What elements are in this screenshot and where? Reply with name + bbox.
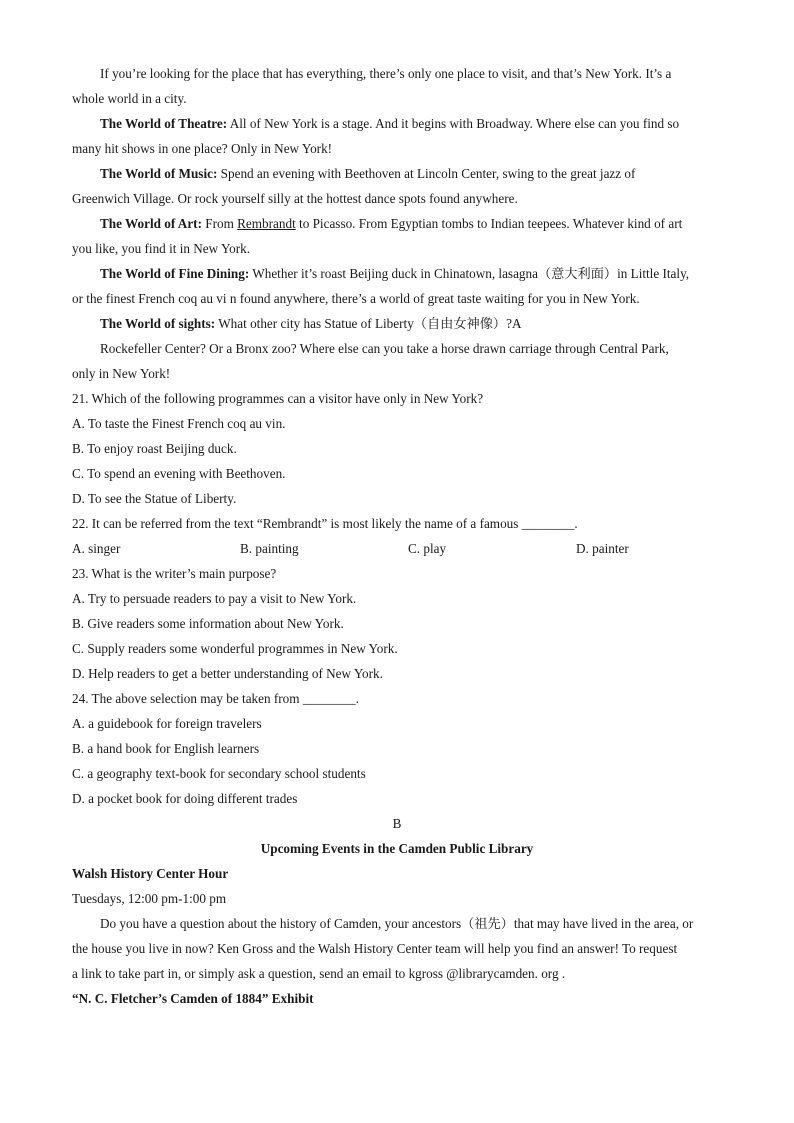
sights-paragraph-line-3: only in New York! xyxy=(72,366,171,381)
question-24-option-d: D. a pocket book for doing different trades xyxy=(72,791,298,806)
sights-paragraph-line-1 xyxy=(100,314,732,334)
question-21-stem: 21. Which of the following programmes can a visitor have only in New York? xyxy=(72,391,484,406)
question-22-stem: 22. It can be referred from the text “Rembrandt” is most likely the name of a famous ________. xyxy=(72,516,578,531)
theatre-paragraph-line-1 xyxy=(100,114,732,134)
dining-text: Whether it’s roast Beijing duck in Chinatown, lasagna（意大利面）in Little Italy, xyxy=(249,266,690,281)
question-21-option-b: B. To enjoy roast Beijing duck. xyxy=(72,441,237,456)
theatre-heading: The World of Theatre: xyxy=(100,116,228,131)
theatre-paragraph-line-2: many hit shows in one place? Only in New York! xyxy=(72,141,333,156)
question-23-option-a: A. Try to persuade readers to pay a visit to New York. xyxy=(72,591,357,606)
question-24-option-a: A. a guidebook for foreign travelers xyxy=(72,716,262,731)
sights-paragraph-line-2: Rockefeller Center? Or a Bronx zoo? Where else can you take a horse drawn carriage through Central Park, xyxy=(100,341,669,356)
question-23-option-c: C. Supply readers some wonderful programmes in New York. xyxy=(72,641,398,656)
sights-text: What other city has Statue of Liberty（自由女神像）?A xyxy=(215,316,522,331)
theatre-text: All of New York is a stage. And it begins with Broadway. Where else can you find so xyxy=(227,116,680,131)
dining-paragraph-line-1 xyxy=(100,264,732,284)
art-heading: The World of Art: xyxy=(100,216,202,231)
art-text-pre: From xyxy=(201,216,238,231)
event-2-title: “N. C. Fletcher’s Camden of 1884” Exhibit xyxy=(72,991,314,1006)
question-24-option-b: B. a hand book for English learners xyxy=(72,741,260,756)
question-22-option-c: C. play xyxy=(408,541,447,556)
event-1-description-line-1: Do you have a question about the history of Camden, your ancestors（祖先）that may have lived in the area, or xyxy=(100,916,694,931)
question-24-option-c: C. a geography text-book for secondary school students xyxy=(72,766,366,781)
question-22-option-b: B. painting xyxy=(240,541,299,556)
section-letter: B xyxy=(392,816,402,831)
art-paragraph-line-2: you like, you find it in New York. xyxy=(72,241,251,256)
sights-heading: The World of sights: xyxy=(100,316,216,331)
music-heading: The World of Music: xyxy=(100,166,218,181)
art-paragraph-line-1 xyxy=(100,214,732,234)
music-paragraph-line-1 xyxy=(100,164,732,184)
passage-b-title: Upcoming Events in the Camden Public Library xyxy=(260,841,534,856)
question-22-option-d: D. painter xyxy=(576,541,629,556)
event-1-title: Walsh History Center Hour xyxy=(72,866,229,881)
question-23-stem: 23. What is the writer’s main purpose? xyxy=(72,566,277,581)
question-21-option-d: D. To see the Statue of Liberty. xyxy=(72,491,237,506)
dining-heading: The World of Fine Dining: xyxy=(100,266,250,281)
event-1-description-line-2: the house you live in now? Ken Gross and the Walsh History Center team will help you find an answer! To request xyxy=(72,941,678,956)
question-23-option-b: B. Give readers some information about New York. xyxy=(72,616,344,631)
intro-line-1: If you’re looking for the place that has everything, there’s only one place to visit, and that’s New York. It’s a xyxy=(100,66,672,81)
music-text: Spend an evening with Beethoven at Lincoln Center, swing to the great jazz of xyxy=(217,166,636,181)
question-24-stem: 24. The above selection may be taken from ________. xyxy=(72,691,359,706)
dining-paragraph-line-2: or the finest French coq au vi n found anywhere, there’s a world of great taste waiting for you in New York. xyxy=(72,291,640,306)
question-22-option-a: A. singer xyxy=(72,541,121,556)
intro-line-2: whole world in a city. xyxy=(72,91,187,106)
event-1-time: Tuesdays, 12:00 pm-1:00 pm xyxy=(72,891,227,906)
event-1-description-line-3: a link to take part in, or simply ask a question, send an email to kgross @librarycamden. org . xyxy=(72,966,566,981)
question-23-option-d: D. Help readers to get a better understanding of New York. xyxy=(72,666,383,681)
art-text-post: to Picasso. From Egyptian tombs to Indian teepees. Whatever kind of art xyxy=(295,216,683,231)
rembrandt-underlined: Rembrandt xyxy=(237,216,296,231)
question-21-option-a: A. To taste the Finest French coq au vin. xyxy=(72,416,286,431)
question-21-option-c: C. To spend an evening with Beethoven. xyxy=(72,466,286,481)
music-paragraph-line-2: Greenwich Village. Or rock yourself silly at the hottest dance spots found anywhere. xyxy=(72,191,518,206)
